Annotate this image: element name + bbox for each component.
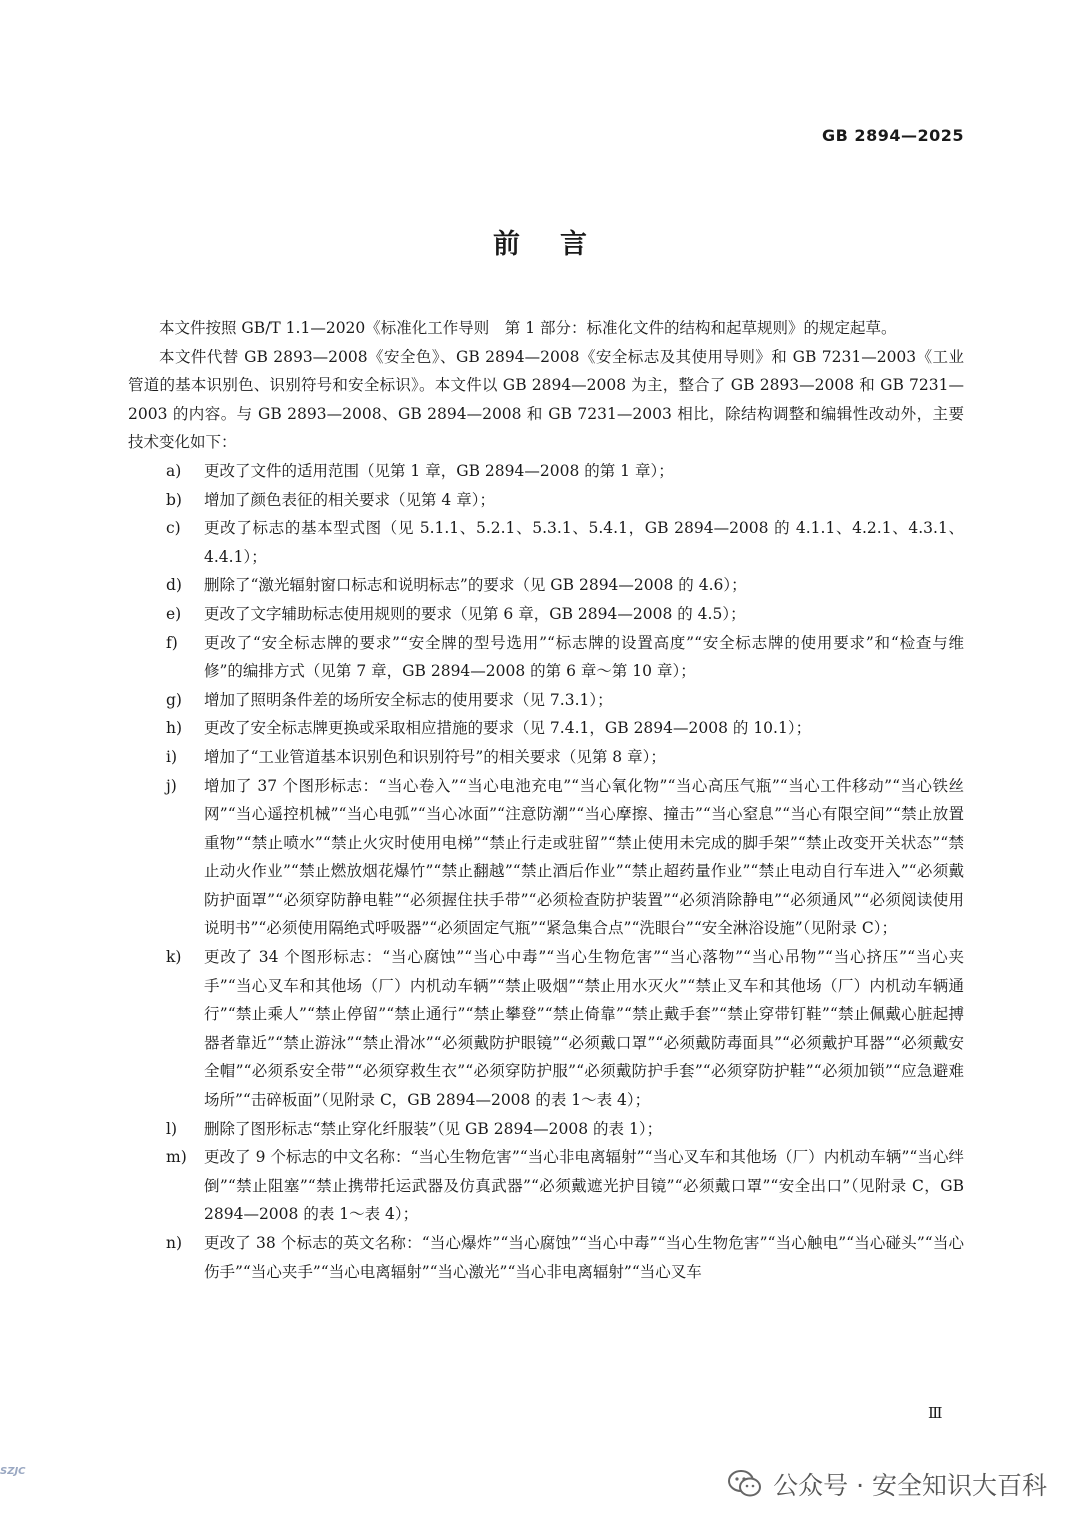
list-item (128, 457, 964, 486)
list-item (128, 1229, 964, 1286)
item-letter: h) (166, 719, 183, 738)
wechat-icon (727, 1469, 763, 1499)
list-item (128, 714, 964, 743)
standard-code: GB 2894—2025 (822, 126, 964, 145)
item-text: 更改了 9 个标志的中文名称：“当心生物危害”“当心非电离辐射”“当心叉车和其他场（厂）内机动车辆”“当心绊倒”“禁止阻塞”“禁止携带托运武器及仿真武器”“必须戴遮光护目镜”“必须戴口罩”“安全出口”（见附录 C，GB 2894—2008 的表 1～表 4）； (204, 1148, 964, 1224)
list-item (128, 943, 964, 1115)
item-letter: j) (166, 776, 177, 795)
item-text: 增加了照明条件差的场所安全标志的使用要求（见 7.3.1）； (204, 690, 613, 709)
item-letter: k) (166, 948, 182, 967)
item-text: 增加了 37 个图形标志：“当心卷入”“当心电池充电”“当心氧化物”“当心高压气瓶”“当心工件移动”“当心铁丝网”“当心遥控机械”“当心电弧”“当心冰面”“注意防潮”“当心摩擦、撞击”“当心窒息”“当心有限空间”“禁止放置重物”“禁止喷水”“禁止火灾时使用电梯”“禁止行走或驻留”“禁止使用未完成的脚手架”“禁止改变开关状态”“禁止动火作业”“禁止燃放烟花爆竹”“禁止翻越”“禁止酒后作业”“禁止超药量作业”“禁止电动自行车进入”“必须戴防护面罩”“必须穿防静电鞋”“必须握住扶手带”“必须检查防护装置”“必须消除静电”“必须通风”“必须阅读使用说明书”“必须使用隔绝式呼吸器”“必须固定气瓶”“紧急集合点”“洗眼台”“安全淋浴设施”（见附录 C）； (204, 776, 964, 938)
list-item (128, 600, 964, 629)
document-body (128, 314, 964, 1286)
list-item (128, 571, 964, 600)
list-item (128, 1115, 964, 1144)
item-text: 更改了 34 个图形标志：“当心腐蚀”“当心中毒”“当心生物危害”“当心落物”“当心吊物”“当心挤压”“当心夹手”“当心叉车和其他场（厂）内机动车辆”“禁止吸烟”“禁止用水灭火”“禁止叉车和其他场（厂）内机动车辆通行”“禁止乘人”“禁止停留”“禁止通行”“禁止攀登”“禁止倚靠”“禁止戴手套”“禁止穿带钉鞋”“禁止佩戴心脏起搏器者靠近”“禁止游泳”“禁止滑冰”“必须戴防护眼镜”“必须戴口罩”“必须戴防毒面具”“必须戴护耳器”“必须戴安全帽”“必须系安全带”“必须穿救生衣”“必须穿防护服”“必须戴防护手套”“必须穿防护鞋”“必须加锁”“应急避难场所”“击碎板面”（见附录 C，GB 2894—2008 的表 1～表 4）； (204, 948, 964, 1110)
list-item (128, 486, 964, 515)
item-letter: l) (166, 1119, 178, 1138)
item-letter: g) (166, 690, 182, 709)
item-text: 增加了颜色表征的相关要求（见第 4 章）； (204, 490, 495, 509)
item-letter: f) (166, 633, 178, 652)
list-item (128, 743, 964, 772)
page-title: 前言 (493, 229, 627, 260)
item-text: 更改了文字辅助标志使用规则的要求（见第 6 章，GB 2894—2008 的 4.5）； (204, 604, 746, 623)
list-item (128, 514, 964, 571)
item-letter: c) (166, 519, 181, 538)
item-letter: d) (166, 576, 182, 595)
item-text: 增加了“工业管道基本识别色和识别符号”的相关要求（见第 8 章）； (204, 747, 666, 766)
item-text: 更改了文件的适用范围（见第 1 章，GB 2894—2008 的第 1 章）； (204, 461, 674, 480)
item-text: 更改了“安全标志牌的要求”“安全牌的型号选用”“标志牌的设置高度”“安全标志牌的使用要求”和“检查与维修”的编排方式（见第 7 章，GB 2894—2008 的第 6 章～第 10 章）； (204, 633, 964, 681)
list-item (128, 772, 964, 944)
item-letter: m) (166, 1148, 187, 1167)
page-number: Ⅲ (928, 1404, 943, 1422)
paragraph: 本文件按照 GB/T 1.1—2020《标准化工作导则 第 1 部分：标准化文件的结构和起草规则》的规定起草。 (159, 319, 897, 337)
item-letter: n) (166, 1234, 183, 1252)
paragraph: 本文件代替 GB 2893—2008《安全色》、GB 2894—2008《安全标志及其使用导则》和 GB 7231—2003《工业管道的基本识别色、识别符号和安全标识》。本文件以 GB 2894—2008 为主，整合了 GB 2893—2008 和 GB 7231—2003 的内容。与 GB 2893—2008、GB 2894—2008 和 GB 7231—2003 相比，除结构调整和编辑性改动外，主要技术变化如下： (128, 347, 964, 452)
item-letter: b) (166, 490, 182, 509)
item-letter: e) (166, 604, 182, 623)
item-text: 删除了“激光辐射窗口标志和说明标志”的要求（见 GB 2894—2008 的 4.6）； (204, 576, 747, 595)
item-text: 删除了图形标志“禁止穿化纤服装”（见 GB 2894—2008 的表 1）； (204, 1119, 663, 1138)
watermark (727, 1466, 1047, 1502)
corner-logo: SZJC (0, 1466, 26, 1477)
list-item (128, 629, 964, 686)
list-item (128, 686, 964, 715)
item-text: 更改了安全标志牌更换或采取相应措施的要求（见 7.4.1，GB 2894—2008 的 10.1）； (204, 719, 812, 738)
change-list (128, 457, 964, 1286)
watermark-text: 公众号 · 安全知识大百科 (773, 1471, 1047, 1500)
list-item (128, 1143, 964, 1229)
item-letter: a) (166, 461, 182, 480)
item-letter: i) (166, 747, 178, 766)
item-text: 更改了标志的基本型式图（见 5.1.1、5.2.1、5.3.1、5.4.1，GB 2894—2008 的 4.1.1、4.2.1、4.3.1、4.4.1）； (204, 519, 964, 566)
item-text: 更改了 38 个标志的英文名称：“当心爆炸”“当心腐蚀”“当心中毒”“当心生物危害”“当心触电”“当心碰头”“当心伤手”“当心夹手”“当心电离辐射”“当心激光”“当心非电离辐射”“当心叉车 (204, 1234, 964, 1281)
